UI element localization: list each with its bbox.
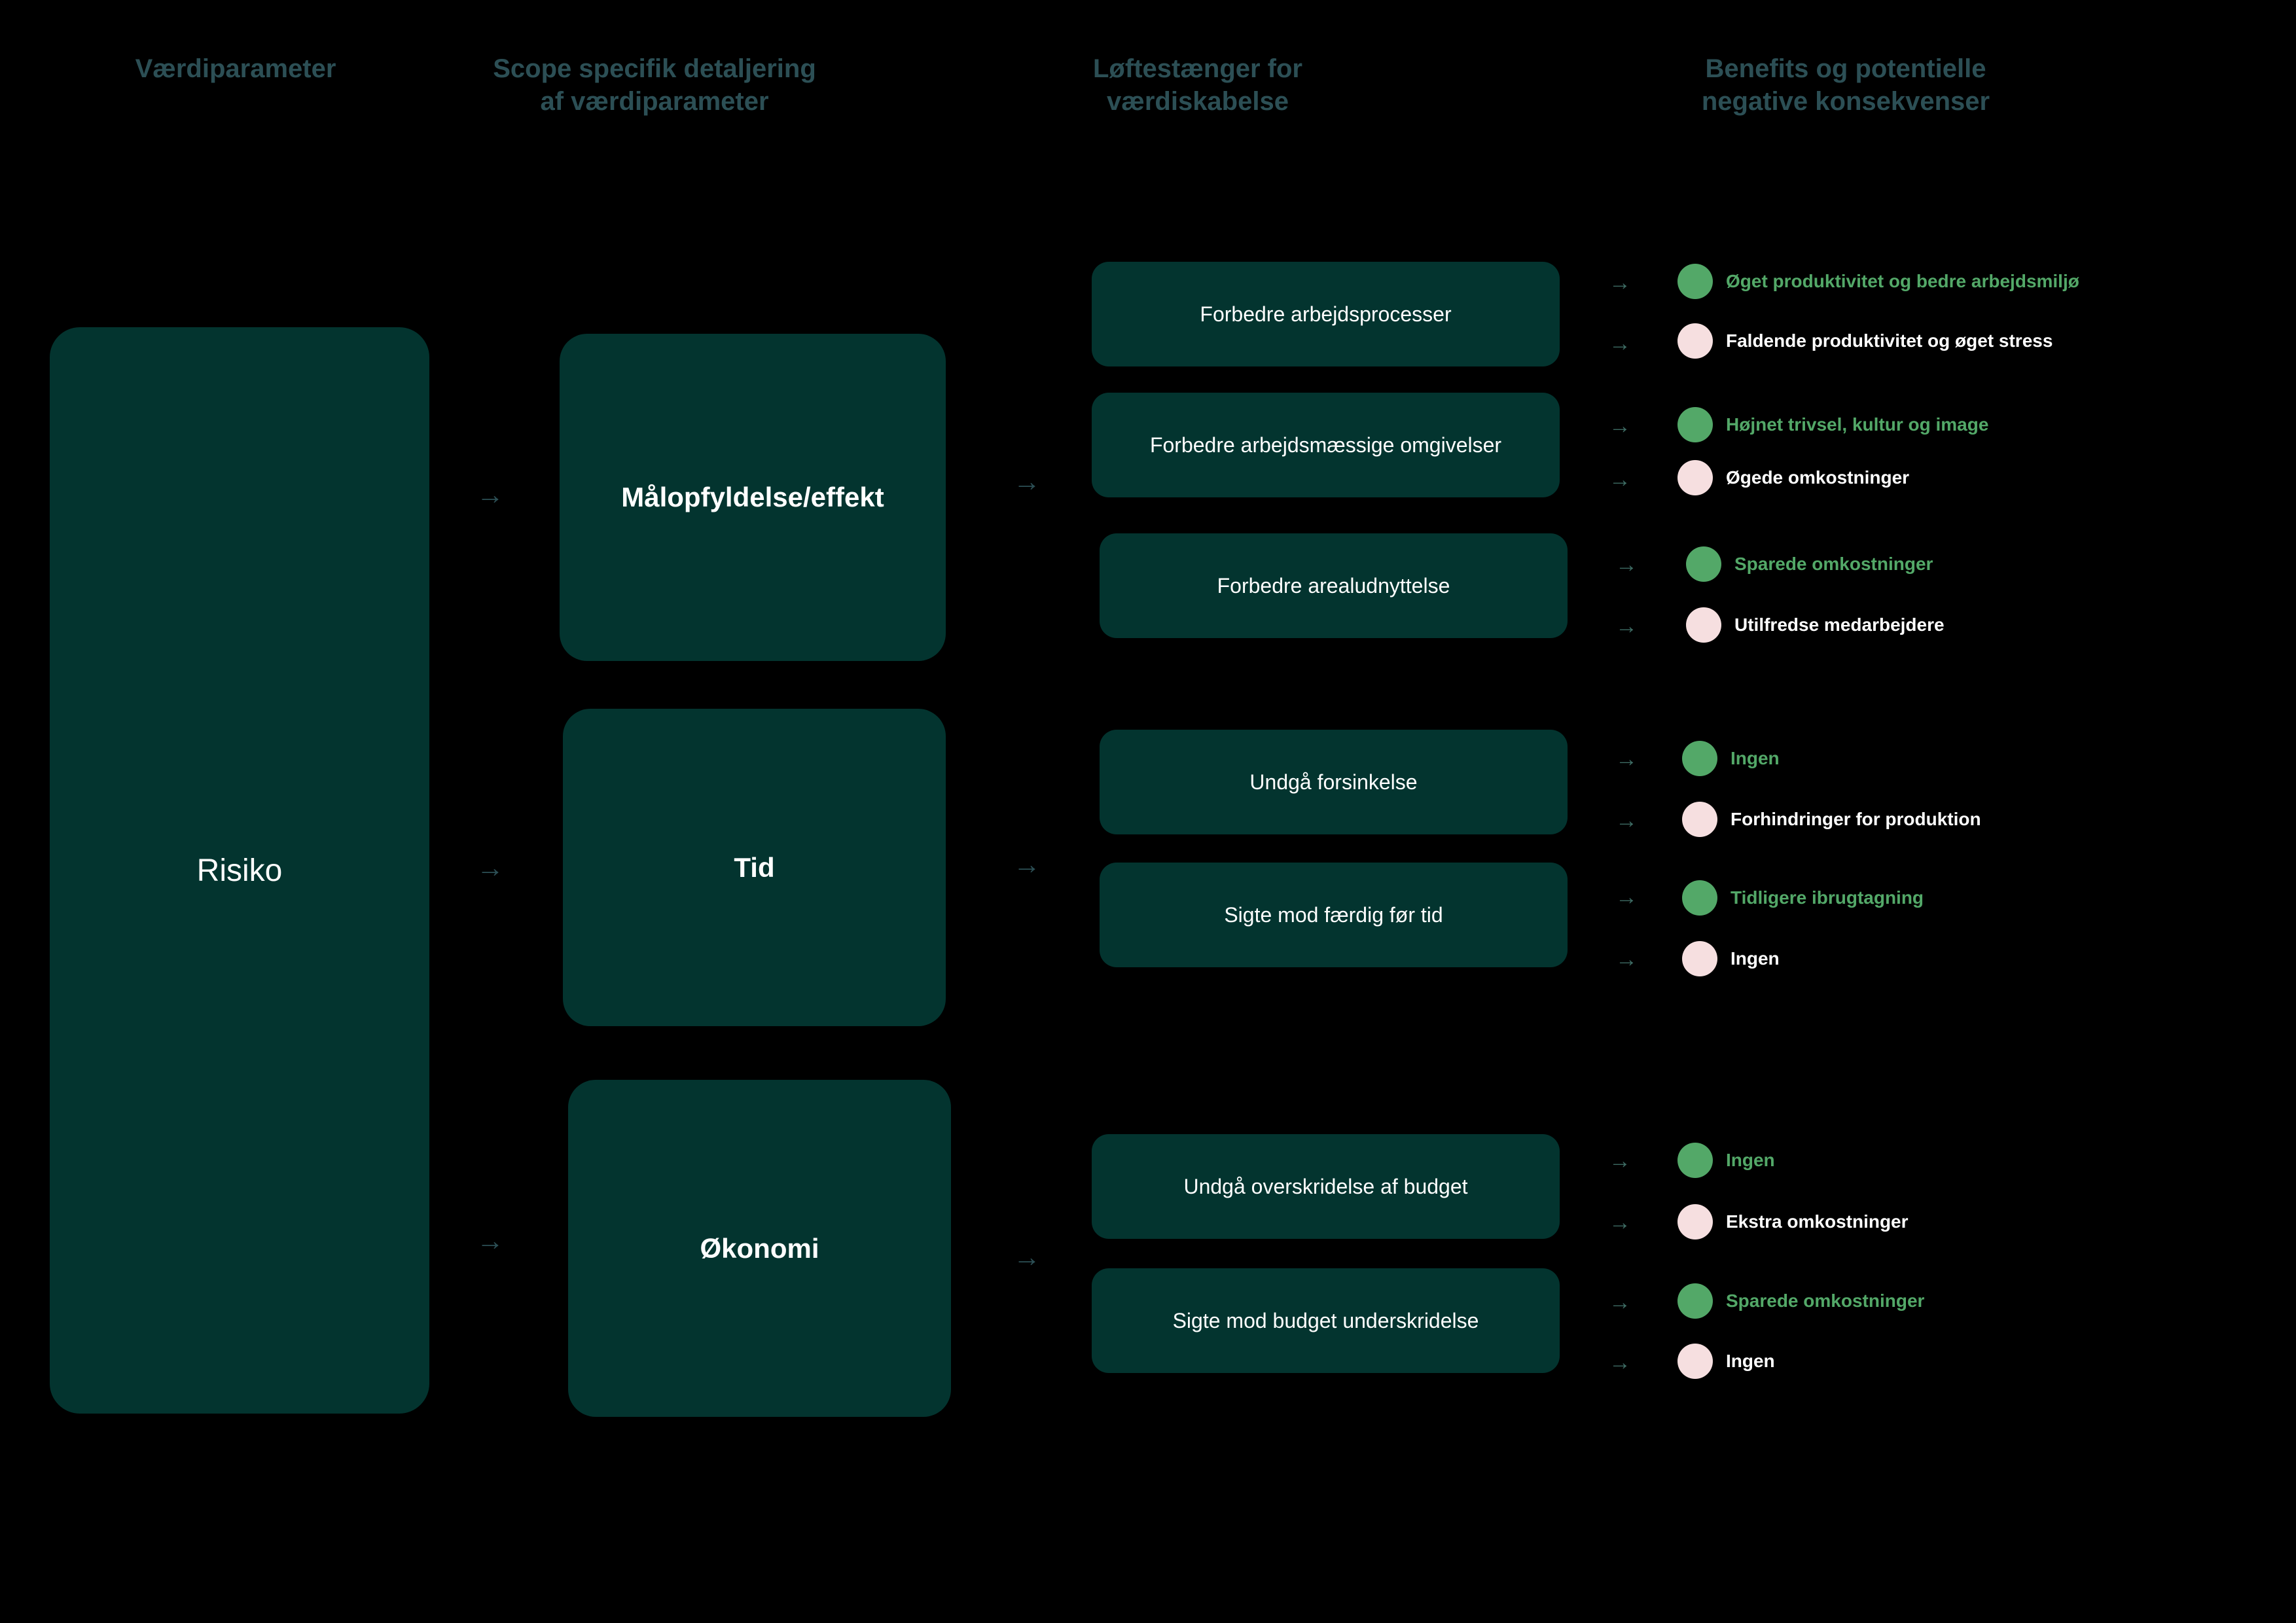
outcome-label: Forhindringer for produktion [1731,809,1981,829]
outcome-label: Ingen [1726,1351,1775,1371]
outcome-row [1677,1283,1924,1319]
status-dot-negative-icon [1677,460,1713,495]
status-dot-positive-icon [1677,1143,1713,1178]
outcome-label: Ekstra omkostninger [1726,1211,1909,1232]
outcome-label: Ingen [1731,948,1780,969]
lever-label: Sigte mod færdig før tid [1224,902,1443,927]
node-maalopfyldelse-label: Målopfyldelse/effekt [621,482,884,512]
outcome-label: Faldende produktivitet og øget stress [1726,330,2053,351]
outcome-label: Øget produktivitet og bedre arbejdsmiljø [1726,271,2079,291]
lever-label: Forbedre arealudnyttelse [1217,573,1450,597]
lever-undgaa-forsinkelse[interactable] [1100,730,1568,834]
status-dot-positive-icon [1677,1283,1713,1319]
lever-forbedre-arbejdsprocesser[interactable] [1092,262,1560,366]
outcome-label: Sparede omkostninger [1726,1291,1925,1311]
outcome-row [1677,264,2079,299]
node-oekonomi-label: Økonomi [700,1232,819,1264]
arrow-to-outcome-14: → [1609,1350,1631,1375]
status-dot-negative-icon [1677,1344,1713,1379]
lever-label: Undgå overskridelse af budget [1183,1174,1468,1198]
lever-label: Forbedre arbejdsprocesser [1200,302,1452,326]
outcome-label: Øgede omkostninger [1726,467,1910,488]
status-dot-positive-icon [1677,407,1713,442]
arrow-to-outcome-7: → [1615,747,1638,772]
lever-label: Forbedre arbejdsmæssige omgivelser [1149,433,1502,457]
arrow-to-outcome-9: → [1615,885,1638,910]
status-dot-negative-icon [1682,802,1717,837]
status-dot-positive-icon [1677,264,1713,299]
lever-label: Sigte mod budget underskridelse [1172,1308,1479,1332]
status-dot-negative-icon [1677,1204,1713,1240]
outcome-label: Højnet trivsel, kultur og image [1726,414,1989,435]
status-dot-positive-icon [1682,741,1717,776]
outcome-row [1677,1344,1775,1379]
outcome-label: Utilfredse medarbejdere [1734,615,1945,635]
status-dot-positive-icon [1682,880,1717,916]
outcome-label: Sparede omkostninger [1734,554,1933,574]
lever-label: Undgå forsinkelse [1249,770,1418,794]
outcome-row [1686,546,1933,582]
outcome-label: Ingen [1731,748,1780,768]
arrow-tid-to-levers: → [1013,849,1041,880]
outcome-row [1682,802,1981,837]
status-dot-negative-icon [1686,607,1721,643]
status-dot-negative-icon [1682,941,1717,976]
outcome-row [1677,460,1909,495]
outcome-row [1686,607,1945,643]
arrow-to-outcome-2: → [1609,331,1631,356]
arrow-to-outcome-8: → [1615,808,1638,833]
outcome-label: Tidligere ibrugtagning [1731,887,1924,908]
arrow-to-outcome-4: → [1609,467,1631,492]
arrow-maalopfyldelse-to-levers: → [1013,466,1041,497]
lever-undgaa-overskridelse-af-budget[interactable] [1092,1134,1560,1239]
arrow-to-outcome-3: → [1609,414,1631,438]
outcome-row [1677,1143,1775,1178]
arrow-to-outcome-12: → [1609,1210,1631,1235]
arrow-to-outcome-10: → [1615,947,1638,972]
node-risiko[interactable] [50,327,429,1414]
node-tid-label: Tid [734,851,775,883]
arrow-risiko-to-oekonomi: → [476,1225,504,1256]
node-tid[interactable] [563,709,946,1026]
outcome-label: Ingen [1726,1150,1775,1170]
outcome-row [1682,880,1924,916]
node-risiko-label: Risiko [196,853,283,888]
status-dot-positive-icon [1686,546,1721,582]
column-header-scope-detaljering: Scope specifik detaljering af værdiparameter [493,54,816,116]
lever-forbedre-arbejdsmaessige-omgivelser[interactable] [1092,393,1560,497]
outcome-row [1682,941,1780,976]
arrow-to-outcome-11: → [1609,1149,1631,1173]
outcome-row [1677,407,1988,442]
outcome-row [1677,323,2053,359]
lever-forbedre-arealudnyttelse[interactable] [1100,533,1568,638]
arrow-to-outcome-13: → [1609,1290,1631,1315]
node-maalopfyldelse[interactable] [560,334,946,661]
lever-sigte-mod-budget-underskridelse[interactable] [1092,1268,1560,1373]
arrow-to-outcome-6: → [1615,614,1638,639]
outcome-row [1677,1204,1909,1240]
column-header-benefits: Benefits og potentielle negative konsekvenser [1701,54,1990,116]
column-header-vaerdiparameter: Værdiparameter [135,54,336,83]
column-header-loeftestaenger: Løftestænger for værdiskabelse [1093,54,1302,116]
outcome-row [1682,741,1780,776]
node-oekonomi[interactable] [568,1080,951,1417]
arrow-to-outcome-5: → [1615,552,1638,577]
lever-sigte-mod-faerdig-foer-tid[interactable] [1100,863,1568,967]
status-dot-negative-icon [1677,323,1713,359]
arrow-risiko-to-maalopfyldelse: → [476,479,504,510]
arrow-risiko-to-tid: → [476,852,504,883]
arrow-to-outcome-1: → [1609,270,1631,295]
arrow-oekonomi-to-levers: → [1013,1241,1041,1272]
